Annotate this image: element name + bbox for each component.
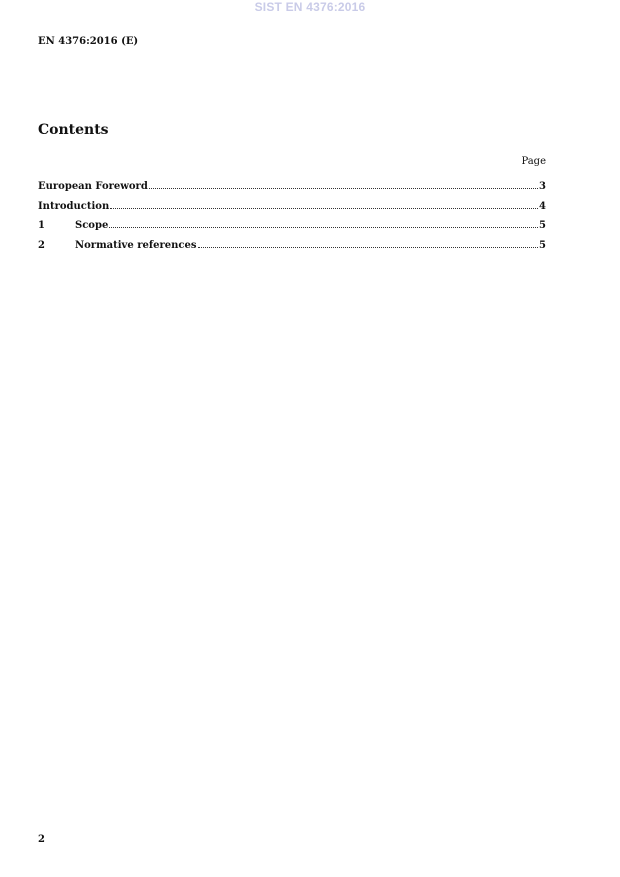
page-column-label: Page [521,156,546,167]
toc-entry-title: Introduction [38,200,110,212]
document-identifier: EN 4376:2016 (E) [38,36,139,47]
toc-entry-title: Normative references [75,240,197,252]
toc-leader-dots [109,226,538,228]
toc-entry-page: 5 [539,220,546,232]
toc-leader-dots [149,187,538,189]
toc-entry-european-foreword[interactable] [38,181,546,201]
toc-leader-dots [110,207,538,209]
page-number: 2 [38,834,45,845]
contents-heading: Contents [38,122,109,138]
table-of-contents [38,181,546,260]
toc-entry-scope[interactable] [38,220,546,240]
watermark: SIST EN 4376:2016 [254,0,366,14]
toc-entry-page: 5 [539,240,546,252]
toc-entry-title: Scope [75,220,109,232]
toc-entry-page: 4 [539,200,546,212]
toc-leader-dots [198,246,539,248]
toc-entry-title: European Foreword [38,181,148,192]
toc-entry-page: 3 [539,181,546,192]
toc-entry-number: 2 [38,240,45,252]
toc-entry-number: 1 [38,220,45,232]
toc-entry-introduction[interactable] [38,201,546,221]
toc-entry-normative-references[interactable] [38,240,546,260]
